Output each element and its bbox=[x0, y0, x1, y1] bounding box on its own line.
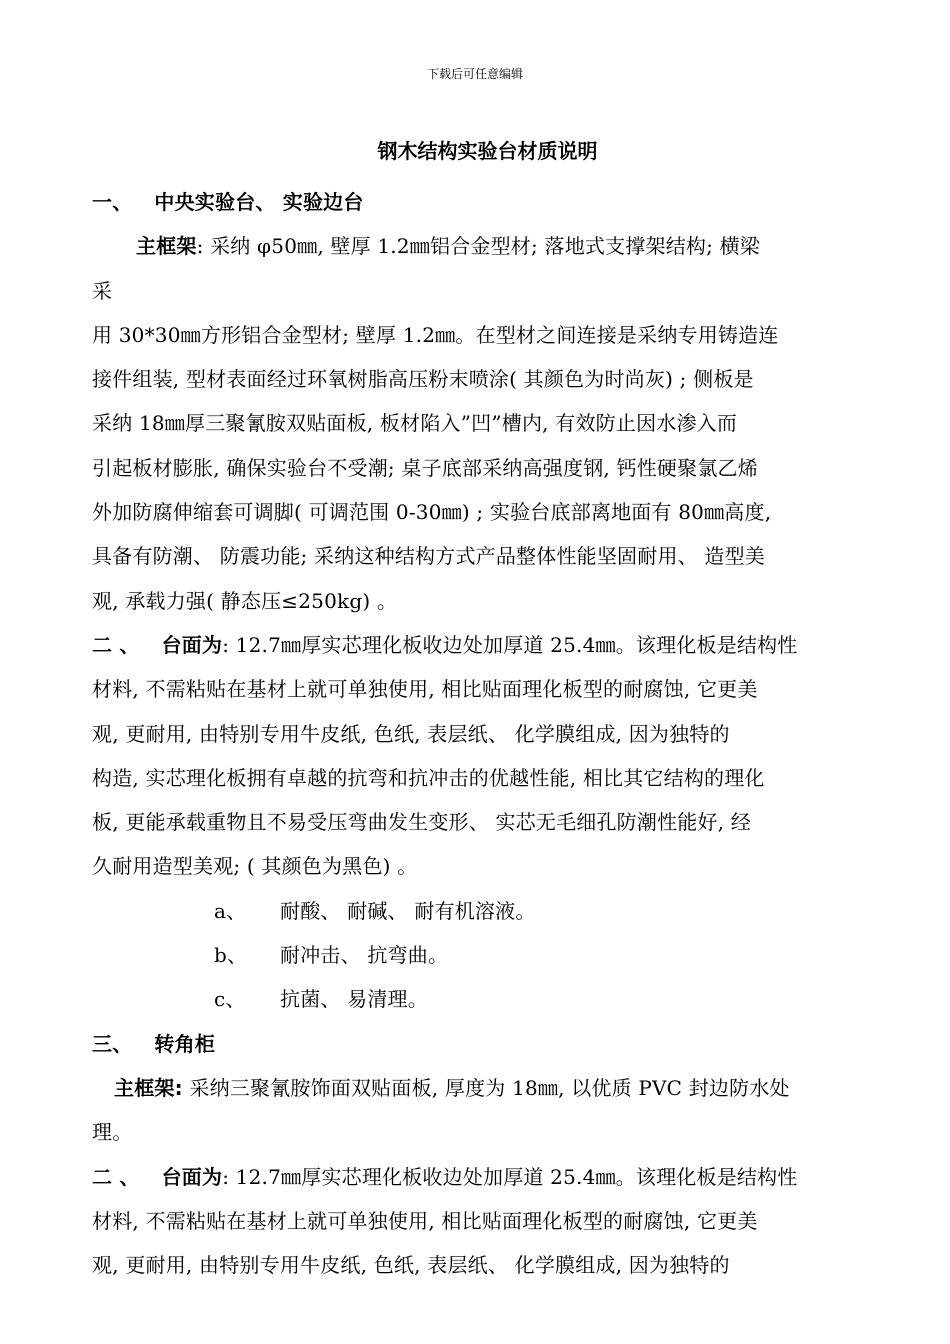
list-text: 抗菌、 易清理。 bbox=[280, 987, 428, 1012]
document-body bbox=[92, 180, 884, 1287]
section-number: 二 、 bbox=[92, 1164, 140, 1189]
paragraph-line bbox=[92, 1066, 884, 1110]
document-title: 钢木结构实验台材质说明 bbox=[377, 139, 598, 163]
section-number: 三、 bbox=[92, 1031, 133, 1056]
section-heading-4 bbox=[92, 1155, 884, 1199]
section-number: 一、 bbox=[92, 190, 133, 214]
section-heading-2 bbox=[92, 623, 884, 667]
section-heading-1 bbox=[92, 180, 884, 224]
term-label: 主框架: bbox=[114, 1075, 183, 1100]
header-note: 下载后可任意编辑 bbox=[426, 67, 523, 81]
paragraph-text: : 12.7㎜厚实芯理化板收边处加厚道 25.4㎜。该理化板是结构性 bbox=[222, 1164, 798, 1189]
paragraph-line: 久耐用造型美观; ( 其颜色为黑色) 。 bbox=[92, 854, 418, 879]
section-title: 转角柜 bbox=[154, 1031, 216, 1056]
paragraph-text: : 12.7㎜厚实芯理化板收边处加厚道 25.4㎜。该理化板是结构性 bbox=[222, 632, 798, 657]
paragraph-line: 材料, 不需粘贴在基材上就可单独使用, 相比贴面理化板型的耐腐蚀, 它更美 bbox=[92, 1208, 758, 1233]
list-text: 耐冲击、 抗弯曲。 bbox=[280, 943, 449, 968]
paragraph-line: 采 bbox=[92, 278, 113, 303]
paragraph-line: 材料, 不需粘贴在基材上就可单独使用, 相比贴面理化板型的耐腐蚀, 它更美 bbox=[92, 677, 758, 702]
term-label: 主框架 bbox=[136, 234, 197, 259]
paragraph-line: 用 30*30㎜方形铝合金型材; 壁厚 1.2㎜。在型材之间连接是采纳专用铸造连 bbox=[92, 322, 779, 347]
list-item bbox=[92, 889, 884, 933]
term-label: 台面为 bbox=[161, 1164, 223, 1189]
section-number: 二 、 bbox=[92, 632, 140, 657]
list-marker: b、 bbox=[214, 943, 248, 968]
paragraph-text: 采纳三聚氰胺饰面双贴面板, 厚度为 18㎜, 以优质 PVC 封边防水处 bbox=[182, 1075, 790, 1100]
paragraph-line: 观, 更耐用, 由特别专用牛皮纸, 色纸, 表层纸、 化学膜组成, 因为独特的 bbox=[92, 1253, 730, 1278]
paragraph-line: 板, 更能承载重物且不易受压弯曲发生变形、 实芯无毛细孔防潮性能好, 经 bbox=[92, 810, 751, 835]
list-text: 耐酸、 耐碱、 耐有机溶液。 bbox=[280, 898, 536, 923]
paragraph-line: 观, 承载力强( 静态压≤250kg) 。 bbox=[92, 588, 398, 613]
section-heading-3 bbox=[92, 1022, 884, 1066]
paragraph-line: 理。 bbox=[92, 1120, 133, 1145]
paragraph-line: 引起板材膨胀, 确保实验台不受潮; 桌子底部采纳高强度钢, 钙性硬聚氯乙烯 bbox=[92, 455, 758, 480]
paragraph-line: 外加防腐伸缩套可调脚( 可调范围 0-30㎜) ; 实验台底部离地面有 80㎜高度, bbox=[92, 500, 772, 525]
paragraph-line: 采纳 18㎜厚三聚氰胺双贴面板, 板材陷入”凹”槽内, 有效防止因水渗入而 bbox=[92, 411, 738, 436]
paragraph-line: 接件组装, 型材表面经过环氧树脂高压粉末喷涂( 其颜色为时尚灰) ; 侧板是 bbox=[92, 367, 754, 392]
term-label: 台面为 bbox=[161, 632, 223, 657]
paragraph-line: 构造, 实芯理化板拥有卓越的抗弯和抗冲击的优越性能, 相比其它结构的理化 bbox=[92, 765, 765, 790]
list-marker: a、 bbox=[214, 898, 247, 923]
paragraph-line bbox=[92, 224, 884, 268]
paragraph-text: : 采纳 φ50㎜, 壁厚 1.2㎜铝合金型材; 落地式支撑架结构; 横梁 bbox=[196, 234, 760, 259]
list-marker: c、 bbox=[214, 987, 246, 1012]
list-item bbox=[92, 977, 884, 1021]
paragraph-line: 观, 更耐用, 由特别专用牛皮纸, 色纸, 表层纸、 化学膜组成, 因为独特的 bbox=[92, 721, 730, 746]
list-item bbox=[92, 933, 884, 977]
section-title: 中央实验台、 实验边台 bbox=[154, 190, 364, 214]
paragraph-line: 具备有防潮、 防震功能; 采纳这种结构方式产品整体性能坚固耐用、 造型美 bbox=[92, 544, 766, 569]
